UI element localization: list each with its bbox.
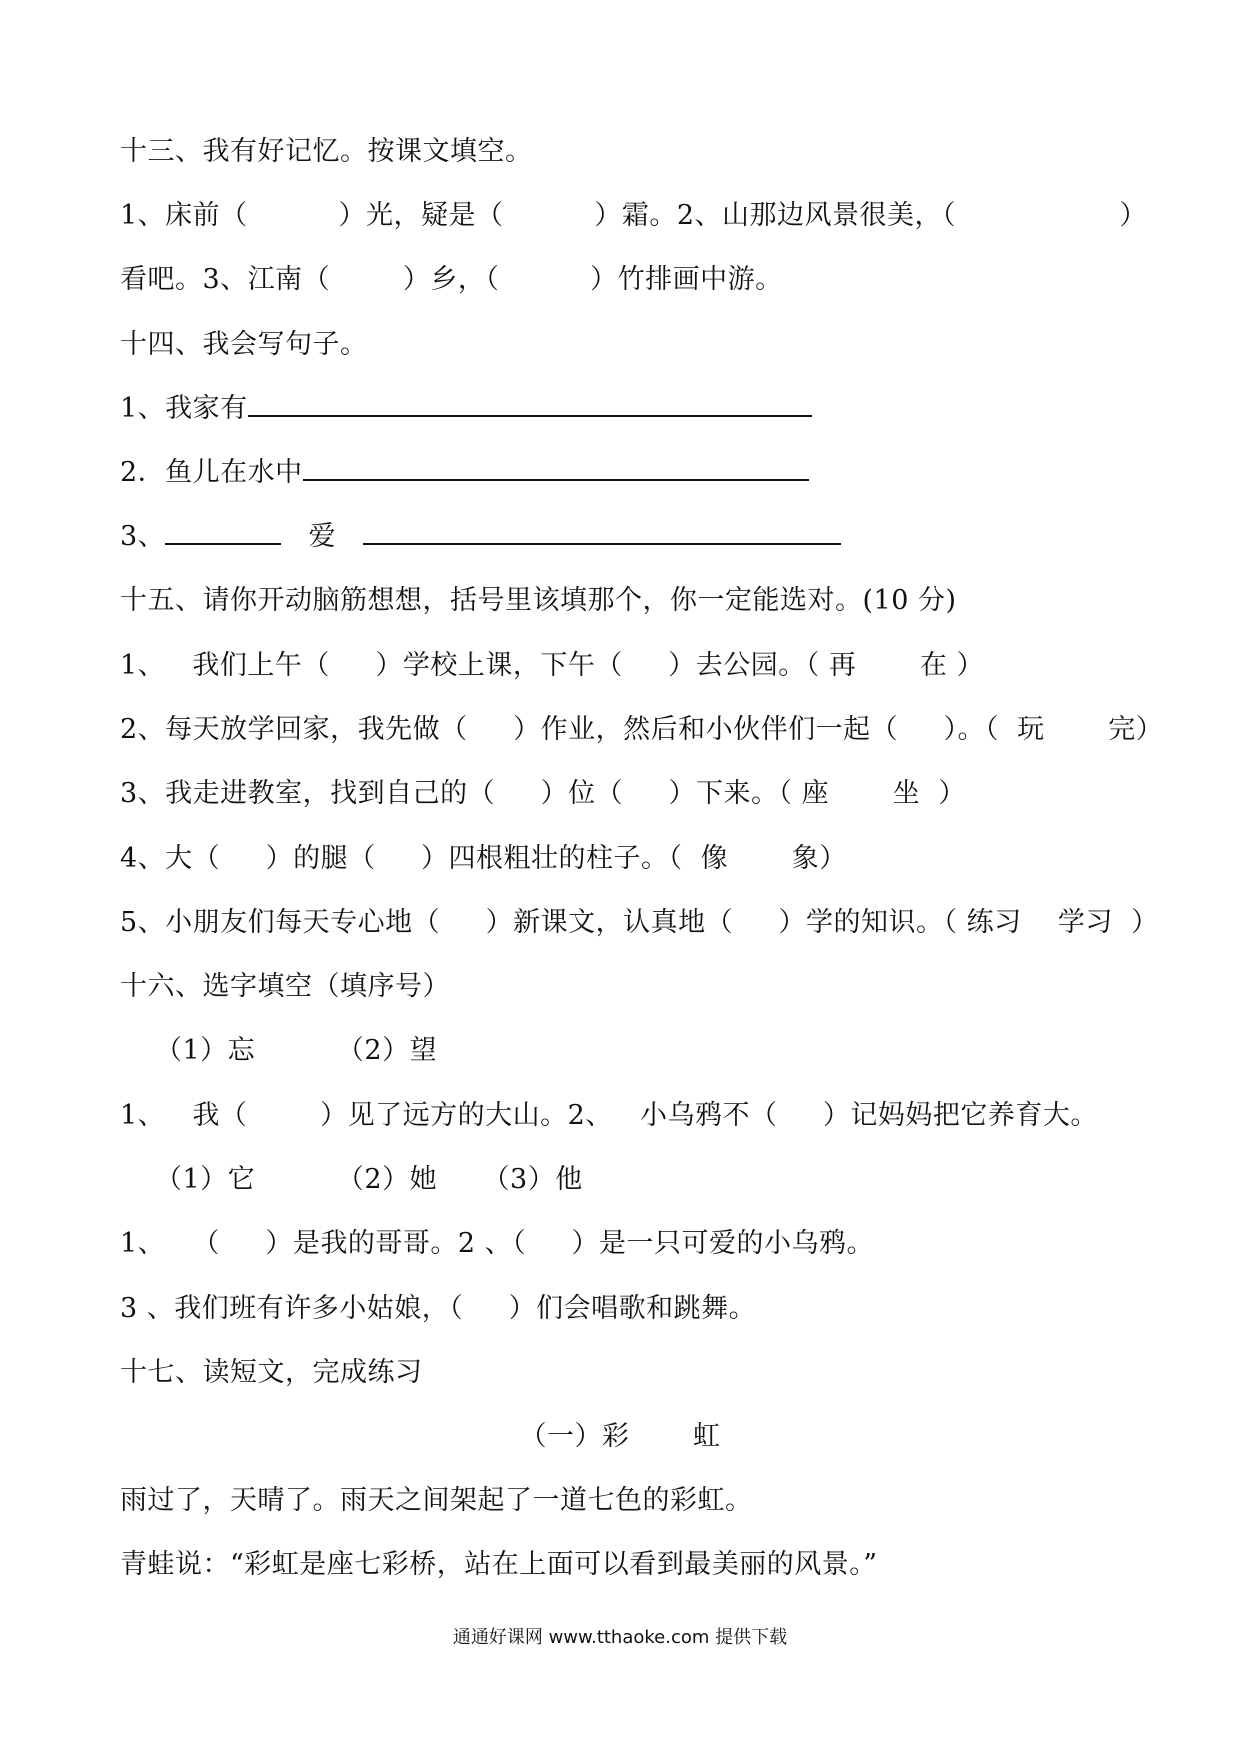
section-13-item-3: 看吧。3、江南（ ）乡，（ ）竹排画中游。 [120,264,783,295]
section-14-item-3-prefix: 3、 [120,521,166,552]
passage-paragraph-2: 青蛙说：“彩虹是座七彩桥，站在上面可以看到最美丽的风景。” [120,1549,878,1580]
section-15-item-1: 1、 我们上午（ ）学校上课，下午（ ）去公园。（ 再 在 ） [120,650,984,681]
section-14-item-2 [120,453,809,493]
section-16-items-2: 1、 （ ）是我的哥哥。2 、（ ）是一只可爱的小乌鸦。 [120,1228,875,1259]
section-15-item-5: 5、小朋友们每天专心地（ ）新课文，认真地（ ）学的知识。（ 练习 学习 ） [120,907,1159,938]
passage-title: （一）彩 虹 [519,1421,721,1452]
section-15-heading: 十五、请你开动脑筋想想，括号里该填那个，你一定能选对。(10 分) [120,585,957,616]
section-15-item-4: 4、大（ ）的腿（ ）四根粗壮的柱子。（ 像 象） [120,843,847,874]
page-footer: 通通好课网 www.tthaoke.com 提供下载 [452,1627,788,1648]
section-16-items-1: 1、 我（ ）见了远方的大山。2、 小乌鸦不（ ）记妈妈把它养育大。 [120,1100,1098,1131]
section-16-items-3: 3 、我们班有许多小姑娘，（ ）们会唱歌和跳舞。 [120,1293,757,1324]
section-14-item-1 [120,389,812,429]
section-13-heading: 十三、我有好记忆。按课文填空。 [120,136,533,167]
section-14-item-1-prefix: 1、我家有 [120,393,248,424]
section-16-heading: 十六、选字填空（填序号） [120,971,450,1002]
section-14-item-2-prefix: 2．鱼儿在水中 [120,457,303,488]
answer-line-1[interactable] [248,389,812,417]
section-17-heading: 十七、读短文，完成练习 [120,1357,423,1388]
answer-line-3a[interactable] [165,517,281,545]
section-16-options-1: （1）忘 （2）望 [155,1035,438,1066]
section-15-item-2: 2、每天放学回家，我先做（ ）作业，然后和小伙伴们一起（ ）。（ 玩 完） [120,714,1164,745]
section-14-heading: 十四、我会写句子。 [120,329,368,360]
answer-line-2[interactable] [303,453,809,481]
section-15-item-3: 3、我走进教室，找到自己的（ ）位（ ）下来。（ 座 坐 ） [120,778,966,809]
answer-line-3b[interactable] [363,517,841,545]
section-14-item-3 [120,517,841,557]
section-13-item-1: 1、床前（ ）光，疑是（ ）霜。2、山那边风景很美，（ ） [120,200,1147,231]
section-16-options-2: （1）它 （2）她 （3）他 [155,1164,583,1195]
section-14-item-3-love: 爱 [308,521,336,552]
passage-paragraph-1: 雨过了，天晴了。雨天之间架起了一道七色的彩虹。 [120,1485,753,1516]
